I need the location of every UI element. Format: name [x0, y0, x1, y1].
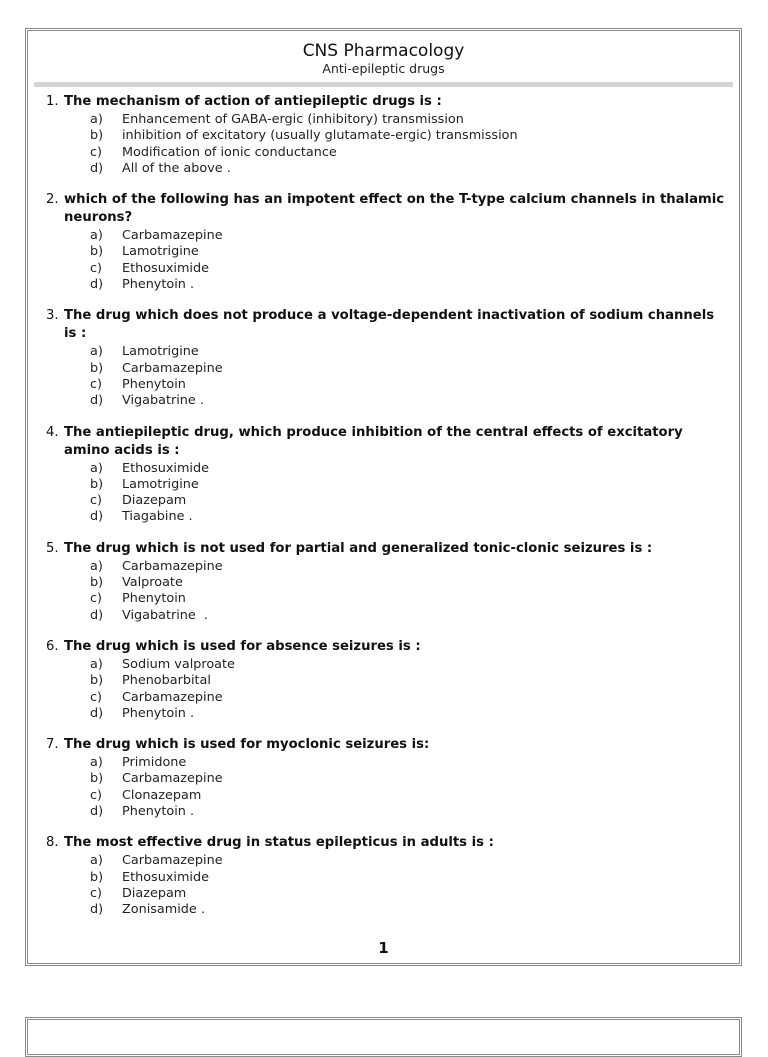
document-title: CNS Pharmacology — [302, 41, 465, 61]
option-letter: c) — [90, 144, 103, 160]
option-text: Tiagabine . — [122, 509, 193, 525]
option-letter: c) — [90, 260, 103, 276]
answer-option — [46, 788, 725, 804]
option-letter: d) — [90, 902, 104, 918]
question-text: The antiepileptic drug, which produce inhibition of the central effects of excitatory amino acids is : — [64, 424, 683, 458]
question-item — [46, 424, 725, 526]
option-text: Carbamazepine — [122, 689, 223, 705]
question-stem — [46, 540, 725, 558]
answer-option — [46, 112, 725, 128]
option-letter: d) — [90, 393, 104, 409]
option-letter: a) — [90, 344, 103, 360]
question-number: 2. — [46, 192, 59, 208]
option-letter: b) — [90, 244, 104, 260]
option-text: Phenytoin . — [122, 277, 195, 293]
option-text: Valproate — [122, 575, 183, 591]
header-divider — [34, 82, 733, 87]
answer-option — [46, 361, 725, 377]
option-letter: a) — [90, 853, 103, 869]
option-letter: d) — [90, 607, 104, 623]
question-text: which of the following has an impotent effect on the T-type calcium channels in thalamic neurons? — [64, 192, 725, 226]
answer-option — [46, 886, 725, 902]
option-text: Phenytoin . — [122, 705, 195, 721]
question-text: The most effective drug in status epilepticus in adults is : — [64, 835, 494, 851]
answer-option — [46, 393, 725, 409]
option-letter: a) — [90, 460, 103, 476]
question-text: The drug which is used for myoclonic seizures is: — [64, 737, 430, 753]
option-letter: d) — [90, 277, 104, 293]
question-item — [46, 307, 725, 409]
option-text: Phenytoin — [122, 591, 186, 607]
question-text: The drug which is not used for partial and generalized tonic-clonic seizures is : — [64, 540, 653, 556]
option-letter: b) — [90, 360, 104, 376]
option-text: Vigabatrine . — [122, 607, 208, 623]
question-text: The mechanism of action of antiepileptic drugs is : — [64, 94, 442, 109]
question-item — [46, 834, 725, 918]
option-letter: b) — [90, 771, 104, 787]
answer-option — [46, 559, 725, 575]
answer-option — [46, 377, 725, 393]
option-letter: c) — [90, 591, 103, 607]
question-text: The drug which does not produce a voltage-dependent inactivation of sodium channels is : — [64, 308, 715, 342]
option-letter: c) — [90, 885, 103, 901]
document-page — [25, 28, 742, 966]
answer-option — [46, 128, 725, 144]
option-text: Ethosuximide — [122, 460, 209, 476]
option-text: Carbamazepine — [122, 558, 223, 574]
question-number: 4. — [46, 424, 59, 440]
option-text: inhibition of excitatory (usually glutamate-ergic) transmission — [122, 128, 518, 144]
answer-option — [46, 870, 725, 886]
option-text: All of the above . — [122, 160, 231, 176]
option-letter: a) — [90, 755, 103, 771]
option-text: Vigabatrine . — [122, 393, 204, 409]
question-item — [46, 191, 725, 293]
option-letter: b) — [90, 128, 104, 144]
option-text: Carbamazepine — [122, 853, 223, 869]
question-text: The drug which is used for absence seizures is : — [64, 638, 421, 654]
question-stem — [46, 424, 725, 460]
question-list — [46, 93, 725, 933]
answer-option — [46, 902, 725, 918]
option-text: Lamotrigine — [122, 244, 199, 260]
option-letter: d) — [90, 509, 104, 525]
option-list — [46, 228, 725, 293]
answer-option — [46, 673, 725, 689]
question-stem — [46, 834, 725, 852]
option-letter: b) — [90, 869, 104, 885]
answer-option — [46, 261, 725, 277]
question-number: 8. — [46, 835, 59, 851]
option-text: Carbamazepine — [122, 360, 223, 376]
option-letter: d) — [90, 160, 104, 176]
option-list — [46, 344, 725, 409]
answer-option — [46, 657, 725, 673]
question-number: 3. — [46, 308, 59, 324]
option-text: Primidone — [122, 755, 187, 771]
question-stem — [46, 307, 725, 343]
option-text: Zonisamide . — [122, 902, 205, 918]
answer-option — [46, 493, 725, 509]
question-stem — [46, 736, 725, 754]
answer-option — [46, 706, 725, 722]
option-text: Phenytoin . — [122, 804, 195, 820]
option-list — [46, 657, 725, 722]
option-text: Ethosuximide — [122, 869, 209, 885]
next-page-edge — [25, 1017, 742, 1057]
option-letter: c) — [90, 787, 103, 803]
option-text: Clonazepam — [122, 787, 202, 803]
document-subtitle: Anti-epileptic drugs — [322, 61, 445, 76]
option-letter: b) — [90, 673, 104, 689]
answer-option — [46, 477, 725, 493]
option-letter: a) — [90, 112, 103, 127]
answer-option — [46, 755, 725, 771]
option-letter: b) — [90, 476, 104, 492]
option-letter: c) — [90, 689, 103, 705]
option-text: Diazepam — [122, 885, 187, 901]
question-number: 6. — [46, 638, 59, 654]
answer-option — [46, 690, 725, 706]
question-item — [46, 736, 725, 820]
option-letter: c) — [90, 376, 103, 392]
answer-option — [46, 509, 725, 525]
answer-option — [46, 344, 725, 360]
answer-option — [46, 591, 725, 607]
option-letter: a) — [90, 558, 103, 574]
option-text: Diazepam — [122, 493, 187, 509]
question-number: 1. — [46, 94, 59, 109]
question-stem — [46, 191, 725, 227]
option-list — [46, 461, 725, 526]
answer-option — [46, 771, 725, 787]
option-letter: c) — [90, 493, 103, 509]
answer-option — [46, 277, 725, 293]
option-text: Phenytoin — [122, 376, 186, 392]
option-letter: b) — [90, 575, 104, 591]
answer-option — [46, 145, 725, 161]
option-list — [46, 112, 725, 177]
answer-option — [46, 161, 725, 177]
option-text: Enhancement of GABA-ergic (inhibitory) transmission — [122, 112, 464, 127]
question-item — [46, 540, 725, 624]
question-item — [46, 638, 725, 722]
option-text: Lamotrigine — [122, 476, 199, 492]
question-number: 7. — [46, 737, 59, 753]
option-letter: d) — [90, 705, 104, 721]
option-text: Ethosuximide — [122, 260, 209, 276]
option-list — [46, 755, 725, 820]
answer-option — [46, 804, 725, 820]
option-list — [46, 853, 725, 918]
option-text: Modification of ionic conductance — [122, 144, 337, 160]
page-header — [28, 31, 739, 77]
option-text: Carbamazepine — [122, 771, 223, 787]
answer-option — [46, 228, 725, 244]
option-text: Lamotrigine — [122, 344, 199, 360]
answer-option — [46, 608, 725, 624]
option-letter: a) — [90, 228, 103, 244]
answer-option — [46, 244, 725, 260]
option-text: Carbamazepine — [122, 228, 223, 244]
page-number: 1 — [378, 939, 389, 957]
question-stem — [46, 93, 725, 111]
question-item — [46, 93, 725, 177]
option-list — [46, 559, 725, 624]
answer-option — [46, 853, 725, 869]
option-letter: d) — [90, 804, 104, 820]
question-stem — [46, 638, 725, 656]
question-number: 5. — [46, 540, 59, 556]
option-letter: a) — [90, 656, 103, 672]
option-text: Phenobarbital — [122, 673, 211, 689]
answer-option — [46, 575, 725, 591]
answer-option — [46, 461, 725, 477]
option-text: Sodium valproate — [122, 656, 235, 672]
